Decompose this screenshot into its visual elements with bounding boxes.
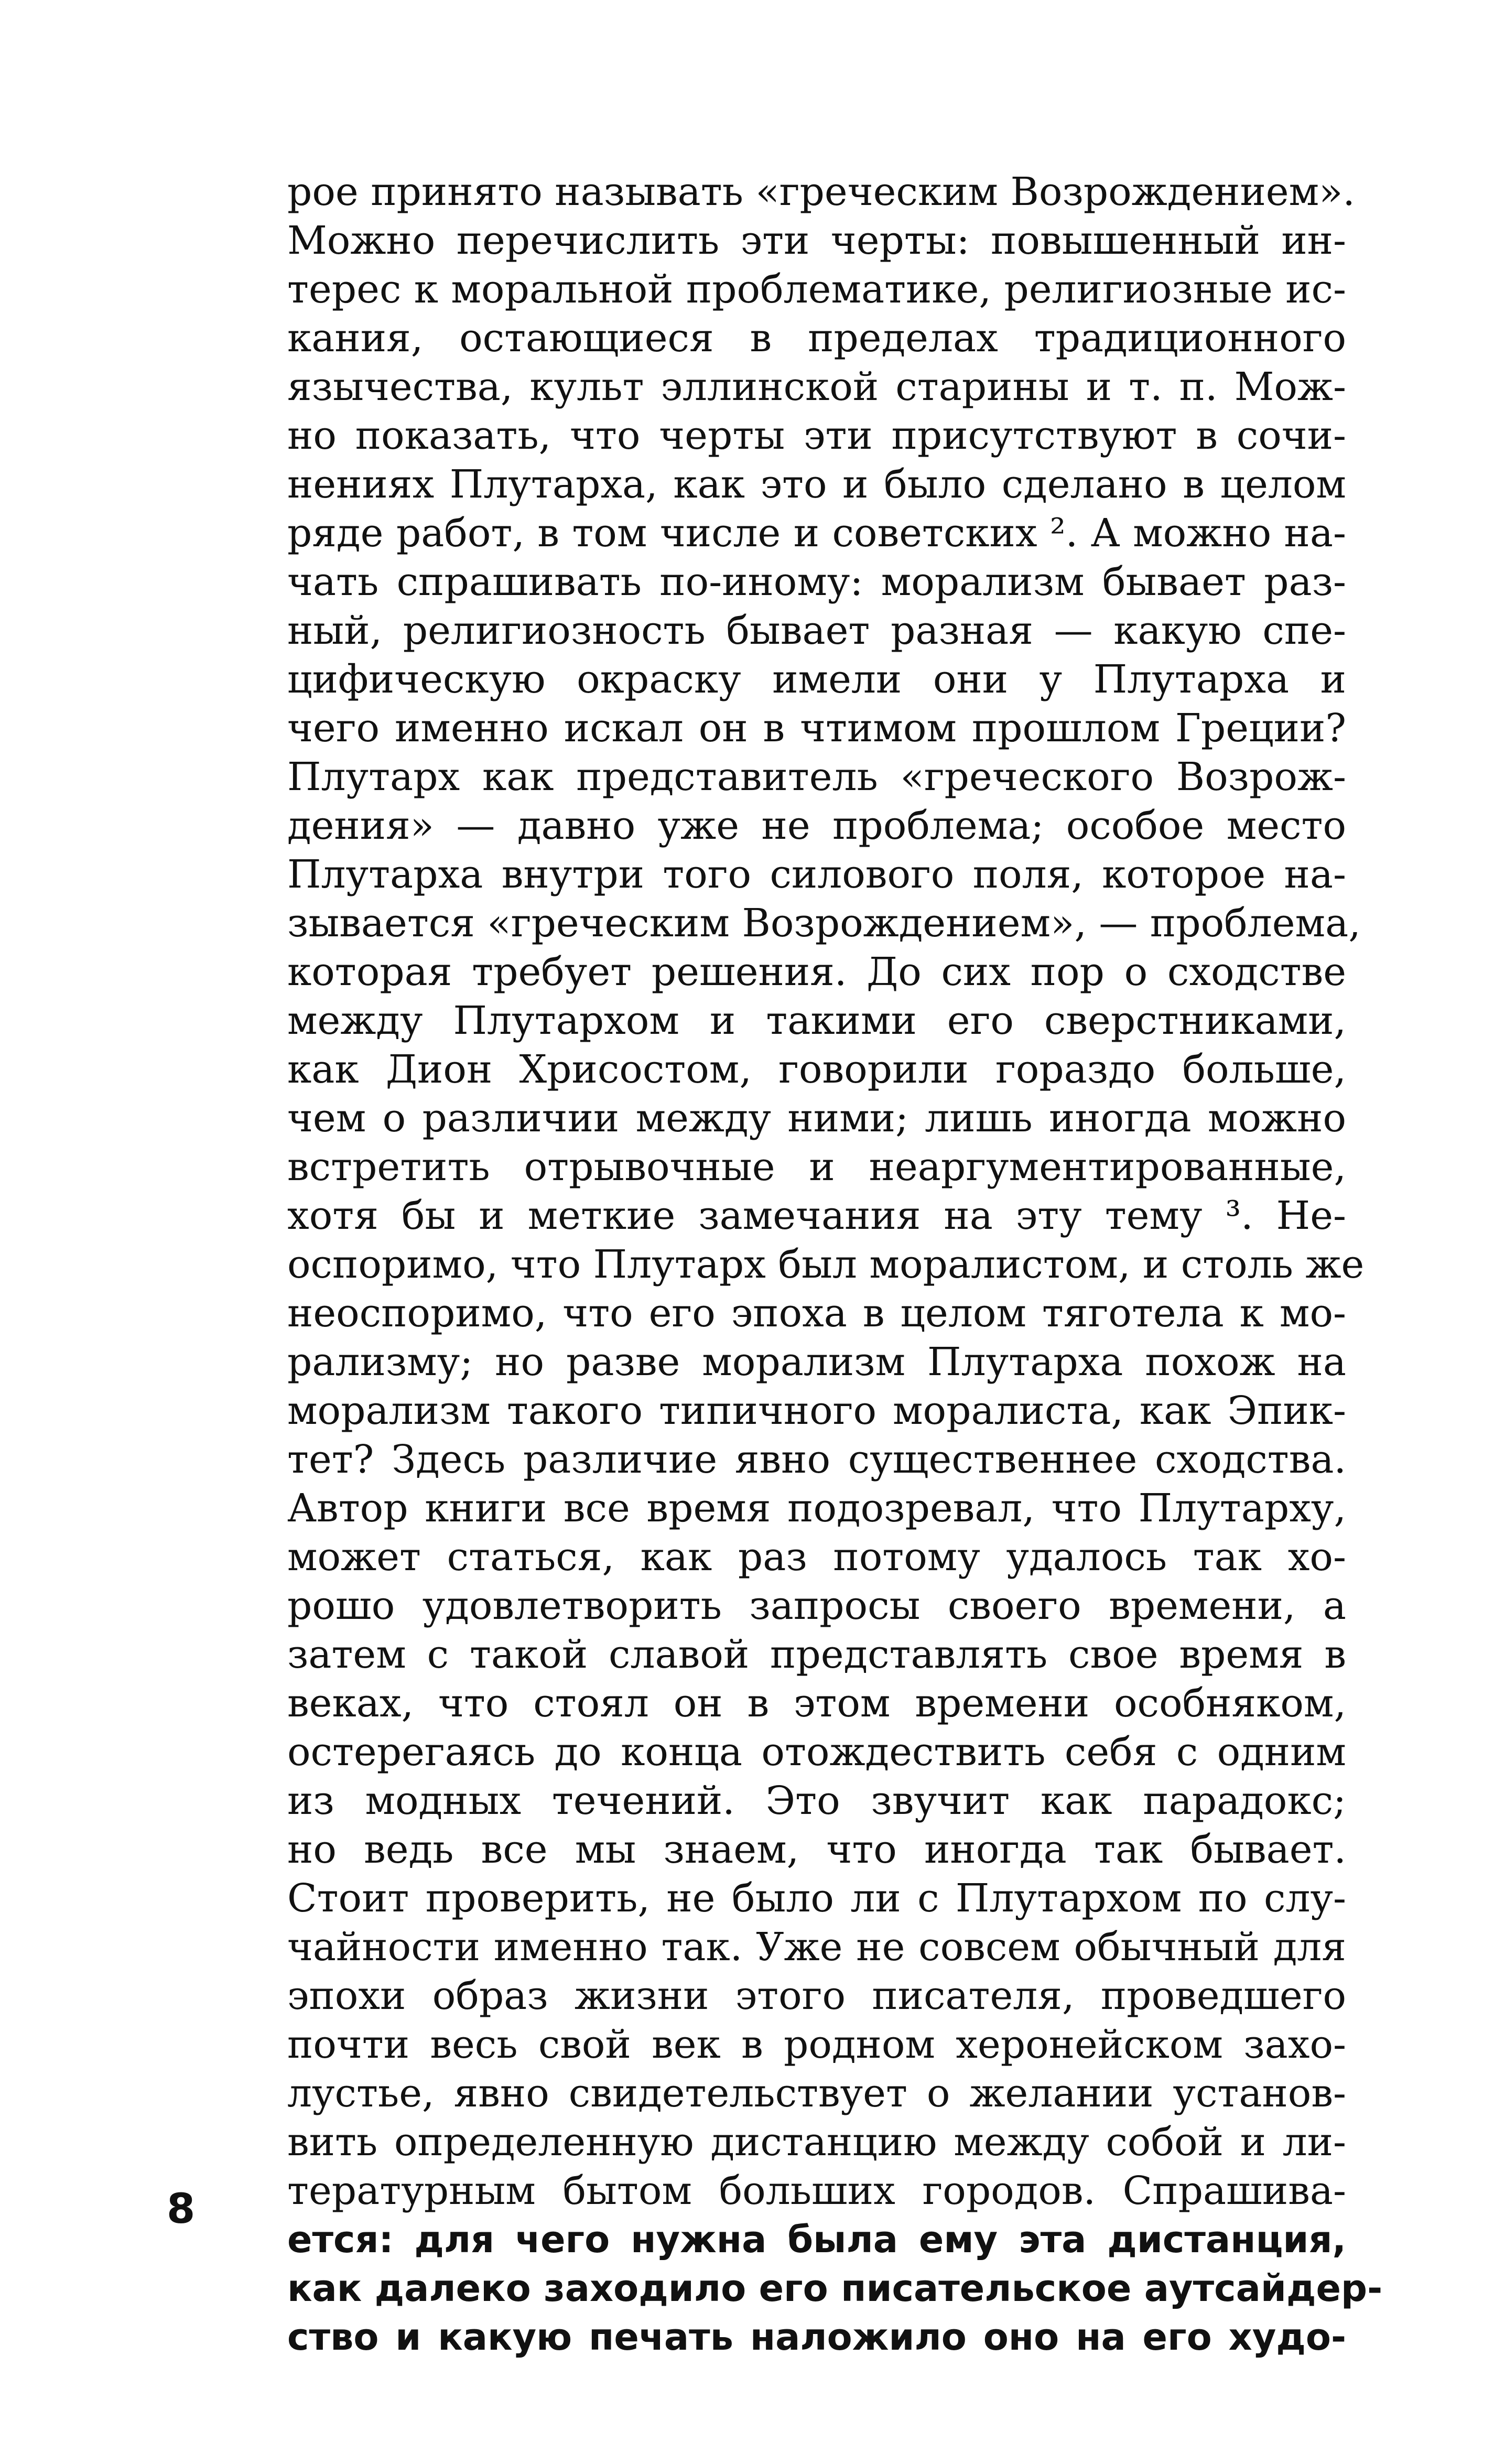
text-line: ство и какую печать наложило оно на его худо- (287, 2316, 1346, 2359)
text-line: оспоримо, что Плутарх был моралистом, и столь же (287, 1242, 1365, 1287)
text-line: из модных течений. Это звучит как парадокс; (287, 1778, 1346, 1823)
text-line: затем с такой славой представлять свое время в (287, 1632, 1346, 1677)
text-line: ряде работ, в том числе и советских ². А можно на- (287, 511, 1346, 556)
text-line: эпохи образ жизни этого писателя, проведшего (287, 1973, 1346, 2018)
text-line: язычества, культ эллинской старины и т. п. Мож- (287, 364, 1346, 409)
text-line: рошо удовлетворить запросы своего времени, а (287, 1583, 1346, 1628)
text-line: чайности именно так. Уже не совсем обычный для (287, 1925, 1346, 1970)
text-line: тет? Здесь различие явно существеннее сходства. (287, 1437, 1346, 1482)
text-line: ется: для чего нужна была ему эта дистанция, (287, 2218, 1346, 2261)
text-line: неоспоримо, что его эпоха в целом тяготела к мо- (287, 1291, 1346, 1336)
text-line: как далеко заходило его писательское аутсайдер- (287, 2267, 1383, 2310)
text-line: ный, религиозность бывает разная — какую спе- (287, 608, 1346, 653)
text-line: Плутарха внутри того силового поля, которое на- (287, 852, 1346, 897)
page-number: 8 (167, 2186, 196, 2233)
text-line: рализму; но разве морализм Плутарха похож на (287, 1339, 1346, 1385)
text-line: чего именно искал он в чтимом прошлом Греции? (287, 706, 1346, 751)
text-line: Автор книги все время подозревал, что Плутарху, (287, 1486, 1346, 1531)
text-line: нениях Плутарха, как это и было сделано в целом (287, 462, 1346, 507)
text-line: рое принято называть «греческим Возрождением». (287, 169, 1355, 214)
text-line: дения» — давно уже не проблема; особое место (287, 803, 1346, 848)
text-line: лустье, явно свидетельствует о желании установ- (287, 2071, 1346, 2116)
text-line: цифическую окраску имели они у Плутарха и (287, 657, 1346, 702)
text-line: кания, остающиеся в пределах традиционного (287, 316, 1346, 361)
text-line: Стоит проверить, не было ли с Плутархом по слу- (287, 1876, 1346, 1921)
text-line: чать спрашивать по-иному: морализм бывает раз- (287, 559, 1346, 604)
text-line: терес к моральной проблематике, религиозные ис- (287, 267, 1346, 312)
text-line: зывается «греческим Возрождением», — проблема, (287, 901, 1361, 946)
text-line: тературным бытом больших городов. Спрашива- (287, 2168, 1346, 2213)
text-line: но показать, что черты эти присутствуют в сочи- (287, 413, 1346, 458)
text-line: почти весь свой век в родном херонейском захо- (287, 2022, 1346, 2067)
text-line: но ведь все мы знаем, что иногда так бывает. (287, 1827, 1346, 1872)
text-line: Можно перечислить эти черты: повышенный ин- (287, 218, 1346, 263)
text-line: встретить отрывочные и неаргументированные, (287, 1144, 1346, 1190)
text-line: веках, что стоял он в этом времени особняком, (287, 1681, 1346, 1726)
text-line: может статься, как раз потому удалось так хо- (287, 1534, 1346, 1580)
text-line: вить определенную дистанцию между собой и ли- (287, 2120, 1346, 2165)
text-line: морализм такого типичного моралиста, как Эпик- (287, 1388, 1346, 1433)
text-line: чем о различии между ними; лишь иногда можно (287, 1096, 1346, 1141)
text-line: хотя бы и меткие замечания на эту тему ³. Не- (287, 1193, 1346, 1238)
text-line: между Плутархом и такими его сверстниками, (287, 998, 1346, 1043)
body-text (287, 168, 1383, 2362)
text-line: как Дион Хрисостом, говорили гораздо больше, (287, 1047, 1346, 1092)
text-line: остерегаясь до конца отождествить себя с одним (287, 1730, 1346, 1775)
text-line: которая требует решения. До сих пор о сходстве (287, 949, 1346, 995)
text-line: Плутарх как представитель «греческого Возрож- (287, 754, 1346, 799)
